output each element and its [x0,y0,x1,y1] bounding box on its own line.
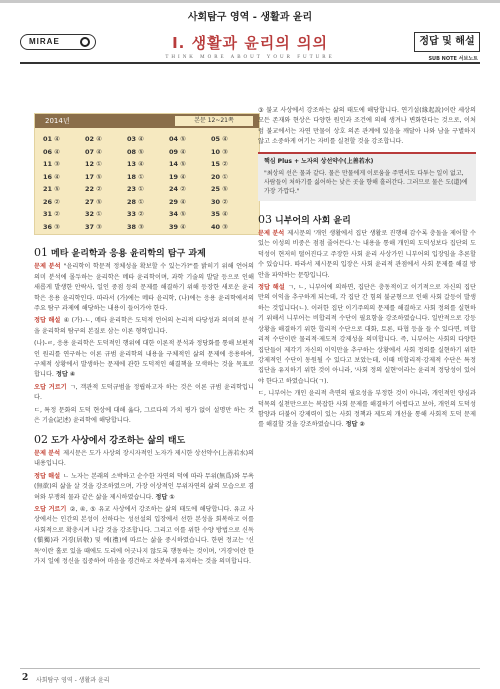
wrong-answer-paragraph [34,383,254,404]
question-number: 27 [85,197,95,206]
footer-text: 사회탐구 영역 - 생활과 윤리 [36,677,110,684]
key-plus-title: 핵심 Plus + 노자의 상선약수(上善若水) [264,157,374,165]
analysis-text: 제시문의 '개인 생활에서 집단 생활로 진행해 감수록 충돌을 제어할 수 있는 이성의 비중은 점점 줄어든다.'는 내용을 통해 개인의 도덕성보다 집단의 도덕성이 현저히 떨어진다고 주장한 사회 윤리 사상가인 니부어의 입장임을 추론할 수 있습니다. 따라서 제시문의 입장은 사회 윤리적 관점에서 사회 문제를 해결 방안을 파악하는 문항입니다. [258,230,476,279]
question-number: 33 [127,210,137,218]
question-number: 16 [43,172,53,181]
page-number: 2 [22,673,29,683]
answer-ref: 정답 ① [155,493,175,501]
answer-cell [211,221,253,234]
section-number: 01 [34,246,48,259]
answer-grid-header [35,114,259,128]
answer-cell [85,183,127,196]
answer-label: 정답 해설 [34,317,61,325]
answer-cell [211,133,253,146]
answer-cell [43,208,85,221]
answer-choice: ① [222,172,228,181]
right-column [258,106,476,433]
wrong-answer-paragraph [34,505,254,567]
answer-ref: 정답 ② [345,421,365,429]
answer-choice: ③ [54,160,60,168]
left-column [34,246,254,569]
wrong-answer-paragraph-2 [34,406,254,427]
sub-note-label: SUB NOTE 서브노트 [428,56,478,62]
answer-choice: ③ [96,222,102,231]
answer-cell [127,146,169,159]
question-number: 25 [211,185,221,193]
question-number: 08 [127,147,137,156]
answer-choice: ① [96,210,102,218]
answer-cell [85,146,127,159]
question-number: 01 [43,135,53,143]
answer-choice: ② [222,160,228,168]
wrong-answer-text: ㄱ, 객관적 도덕규범을 정립하고자 하는 것은 이론 규범 윤리학입니다. [34,383,254,402]
answer-text-2: (나)-ㄹ, 응용 윤리학은 도덕적인 행위에 대한 이론적 분석과 정당화를 통해 보편적인 원리를 연구하는 이론 규범 윤리학의 내용을 구체적인 삶의 문제에 응용하여, 구체적 상황에서 발생하는 문제에 관한 도덕적인 해결책을 모색하는 것을 목표로 합니다. [34,340,254,379]
answer-cell [169,208,211,221]
answer-choice: ⑤ [180,210,186,218]
top-rule [0,0,500,3]
chapter-title: I. 생활과 윤리의 의의 [172,34,328,52]
answer-cell [43,183,85,196]
question-number: 14 [169,160,179,168]
question-number: 28 [127,197,137,206]
question-number: 24 [169,185,179,193]
answer-cell [169,133,211,146]
analysis-label: 문제 분석 [258,230,285,238]
question-number: 29 [169,197,179,206]
answer-text: ㄱ, ㄴ, 니부어에 의하면, 집단은 충동적이고 이기적으로 자신의 집단만의 이익을 추구하게 되는데, 각 집단 간 힘의 불균형으로 인해 사회 갈등이 발생하는 것입니다(ㄴ). 이러한 집단 이기주의의 문제를 해결하고 사회 정의를 실현하기 위해서 니부어는 비합리적 수단이 필요함을 강조하였습니다. 일반적으로 강등 상황을 해결하기 위한 합리적 수단으로 대화, 토론, 타협 등을 들 수 있다면, 비합리적 수단이란 물리적·제도적 강제성을 의미합니다. 즉, 니부어는 사회의 다양한 집단들이 제각기 자신의 이익만을 추구하는 상황에서 사회 정의를 실현하기 위한 강제적인 수단이 동원될 수 있다고 보았는데, 이때 비합리적·강제적 수단은 특정 집단을 유지하기 위한 것이 아니라, '사회 정의 실현'이라는 윤리적 정당성이 있어야 한다고 하였습니다(ㄱ). [258,284,476,385]
question-number: 20 [211,172,221,181]
answer-text: ㄴ 노자는 본래의 소박하고 순수한 자연의 덕에 따라 무위(無爲)와 무욕(無欲)의 삶을 살 것을 강조하였으며, 가장 이상적인 무위자연의 삶의 모습으로 겸허와 부쟁의 물과 같은 삶을 제시하였습니다. [34,472,255,501]
answer-cell [127,171,169,184]
answer-cell [85,208,127,221]
section-number: 02 [34,432,48,446]
answer-cell [85,171,127,184]
question-number: 11 [43,160,53,168]
answer-cell [127,133,169,146]
answer-grid [34,113,260,235]
answer-cell [169,183,211,196]
question-number: 31 [43,210,53,218]
question-number: 02 [85,135,95,143]
answer-choice: ① [96,160,102,168]
answer-ref: 정답 ④ [55,371,76,379]
answer-choice: ① [138,185,144,193]
answer-choice: ⑤ [96,172,102,181]
question-number: 34 [169,210,179,218]
question-number: 05 [211,135,221,143]
answer-cell [85,196,127,209]
answer-label: 정답 해설 [34,472,61,480]
question-number: 12 [85,160,95,168]
question-number: 39 [169,222,179,231]
answer-choice: ④ [54,135,60,143]
question-number: 10 [211,147,221,156]
answer-paragraph [34,472,254,503]
answer-cell [43,221,85,234]
question-number: 40 [211,222,221,231]
section-02-title [34,432,254,446]
question-number: 23 [127,185,137,193]
answer-label: 정답 해설 [258,284,285,292]
answer-choice: ④ [138,135,144,143]
answer-choice: ④ [54,147,60,156]
answer-cell [211,146,253,159]
section-heading: 도가 사상에서 강조하는 삶의 태도 [51,435,186,446]
wrong-answer-text: ②, ④, ⑤ 유교 사상에서 강조하는 삶의 태도에 해당합니다. 유교 사상에서는 인간의 본성이 선하다는 성선설의 입장에서 선한 본성을 회복하고 이를 사회적으로 확충시켜 나갈 것을 강조합니다. 그리고 이를 위한 수양 방법으로 신독(愼獨)과 거경(居敬) 및 예(禮)에 따르는 삶을 중시하였습니다. 한편 정교는 '신독'이란 홀로 있을 때에도 도리에 어긋나지 않도록 행동하는 것이며, '거경'이란 한 가지 일에 정신을 집중하여 마음을 경건하고 차분하게 유지하는 것을 의미합니다. [34,505,254,565]
answer-cell [85,158,127,171]
key-plus-quote: "최상의 선은 물과 같다. 물은 만물에게 이로움을 주면서도 다투는 일이 없고, 사람들이 처하기를 싫어하는 낮은 곳을 향해 흘러간다. 그러므로 물은 도(道)에 가장 가깝다." [264,169,468,195]
answer-cell [211,171,253,184]
answer-choice: ⑤ [222,185,228,193]
question-number: 22 [85,185,95,193]
section-01-title [34,248,254,259]
answer-paragraph-2 [34,339,254,381]
question-number: 35 [211,210,221,218]
answer-cell [43,133,85,146]
answer-cell [43,158,85,171]
answer-cell [211,208,253,221]
question-number: 06 [43,147,53,156]
key-plus-box [258,152,476,201]
answer-choice: ① [138,197,144,206]
section-number: 03 [258,212,272,226]
answer-cell [211,196,253,209]
series-title: 사회탐구 영역 - 생활과 윤리 [187,12,313,23]
answer-choice: ② [222,197,228,206]
answer-cell [169,221,211,234]
answer-cell [85,221,127,234]
section-heading: 니부어의 사회 윤리 [275,215,351,226]
answer-choice: ② [54,197,60,206]
answer-cell [211,158,253,171]
answer-choice: ③ [222,222,228,231]
question-number: 18 [127,172,137,181]
logo-text: MIRAE [29,37,60,46]
answer-cell [127,221,169,234]
answer-cell [127,183,169,196]
answer-choice: ⑤ [180,135,186,143]
answer-choice: ④ [96,147,102,156]
answer-cell [43,196,85,209]
tagline: THINK MORE ABOUT YOUR FUTURE [165,55,335,60]
answer-choice: ⑤ [96,197,102,206]
answer-choice: ④ [138,160,144,168]
answer-text: ④ (가)-ㄴ, 메타 윤리학은 도덕적 언어의 논리적 타당성과 의미의 분석을 윤리학의 탐구의 본질로 삼는 이론 형학입니다. [34,317,255,335]
answer-cell [43,171,85,184]
question-number: 30 [211,197,221,206]
question-number: 17 [85,172,95,181]
answer-paragraph [258,283,476,387]
answer-choice: ④ [180,197,186,206]
answer-choice: ③ [54,222,60,231]
question-number: 38 [127,222,137,231]
answer-choice: ⑤ [138,147,144,156]
question-number: 26 [43,197,53,206]
section-03-title [258,212,476,226]
question-number: 19 [169,172,179,181]
answer-paragraph [34,316,254,337]
wrong-answer-paragraph-3 [258,106,476,148]
answer-cell [127,158,169,171]
question-number: 03 [127,135,137,143]
answer-key-badge: 정답 및 해설 [414,32,480,52]
answer-choice: ④ [96,135,102,143]
answer-choice: ④ [180,147,186,156]
answer-choice: ① [138,172,144,181]
wrong-answer-text-2: ㄷ, 특정 문화의 도덕 현상에 대해 옳다, 그르다의 가치 평가 없이 설명만 하는 것은 기술(記述) 윤리학에 해당합니다. [34,406,254,425]
answer-cell [43,146,85,159]
answer-cell [85,133,127,146]
analysis-text: "윤리학이 학문적 정체성을 확보할 수 있는가?"를 밝히기 위해 언어의 의미 분석에 몰두하는 윤리학은 메타 윤리학이며, 과학 기술의 발달 등으로 인해 새롭게 발생한 안락사, 일인 중점 등의 문제를 해결하기 위해 등장한 새로운 윤리학은 응용 윤리학인다. 따라서 (가)에는 메타 윤리학, (나)에는 응용 윤리학에서의 주요 탐구 과제에 해당하는 내용이 들어가야 한다. [34,263,255,313]
answer-choice: ⑤ [180,160,186,168]
question-number: 09 [169,147,179,156]
answer-choice: ④ [222,210,228,218]
question-number: 21 [43,185,53,193]
question-number: 07 [85,147,95,156]
analysis-paragraph [258,229,476,281]
analysis-paragraph [34,449,254,470]
answer-cell [169,158,211,171]
answer-choice: ② [138,210,144,218]
question-number: 13 [127,160,137,168]
wrong-answer-label: 오답 거르기 [34,383,67,391]
question-number: 36 [43,222,53,231]
answer-cell [169,146,211,159]
answer-cell [169,196,211,209]
wrong-answer-text-3: ③ 불교 사상에서 강조하는 삶의 태도에 해당합니다. 연기설(緣起說)이란 세상의 모든 존재와 현상은 다양한 원인과 조건에 의해 생겨나 변화한다는 것으로, 이처럼 불교에서는 자연 만물이 상호 의존 관계에 있음을 깨달아 나와 남을 구별하지 않고 소중하게 여기는 자비를 실천할 것을 강조합니다. [258,107,476,146]
answer-cell [127,196,169,209]
question-number: 04 [169,135,179,143]
answer-text-2: ㄷ, 니부어는 개인 윤리적 측면의 필요성을 부정한 것이 아니라, 개인적인 양심과 덕목의 실천만으로는 복잡한 사회 문제를 해결하기 어렵다고 보아, 개인의 도덕성 함양과 더불어 강제력이 있는 사회 정책과 제도의 개선을 통해 사회적 도덕 문제를 해결할 것을 강조하였습니다. [258,390,476,429]
answer-choice: ③ [138,222,144,231]
section-heading: 메타 윤리학과 응용 윤리학의 탐구 과제 [51,249,206,259]
answer-cell [211,183,253,196]
analysis-paragraph [34,262,254,314]
answer-choice: ③ [222,147,228,156]
question-number: 37 [85,222,95,231]
answer-cell [169,171,211,184]
analysis-label: 문제 분석 [34,263,61,271]
question-number: 15 [211,160,221,168]
answer-grid-body [35,128,259,233]
header-divider [20,62,480,64]
answer-choice: ④ [54,172,60,181]
analysis-label: 문제 분석 [34,449,61,457]
answer-grid-range: 본문 12~21쪽 [175,116,253,126]
footer-rule [20,668,480,669]
answer-choice: ④ [222,135,228,143]
analysis-text: 제시문은 도가 사상의 장시자적인 노자가 제시한 상선약수(上善若水)의 내용입니다. [34,449,254,468]
answer-choice: ⑤ [54,185,60,193]
answer-cell [127,208,169,221]
answer-choice: ② [180,185,186,193]
answer-choice: ④ [180,222,186,231]
wrong-answer-label: 오답 거르기 [34,505,67,513]
question-number: 32 [85,210,95,218]
answer-choice: ② [54,210,60,218]
answer-choice: ② [96,185,102,193]
answer-paragraph-2 [258,389,476,431]
answer-grid-year: 2014년 [45,117,70,125]
answer-choice: ④ [180,172,186,181]
